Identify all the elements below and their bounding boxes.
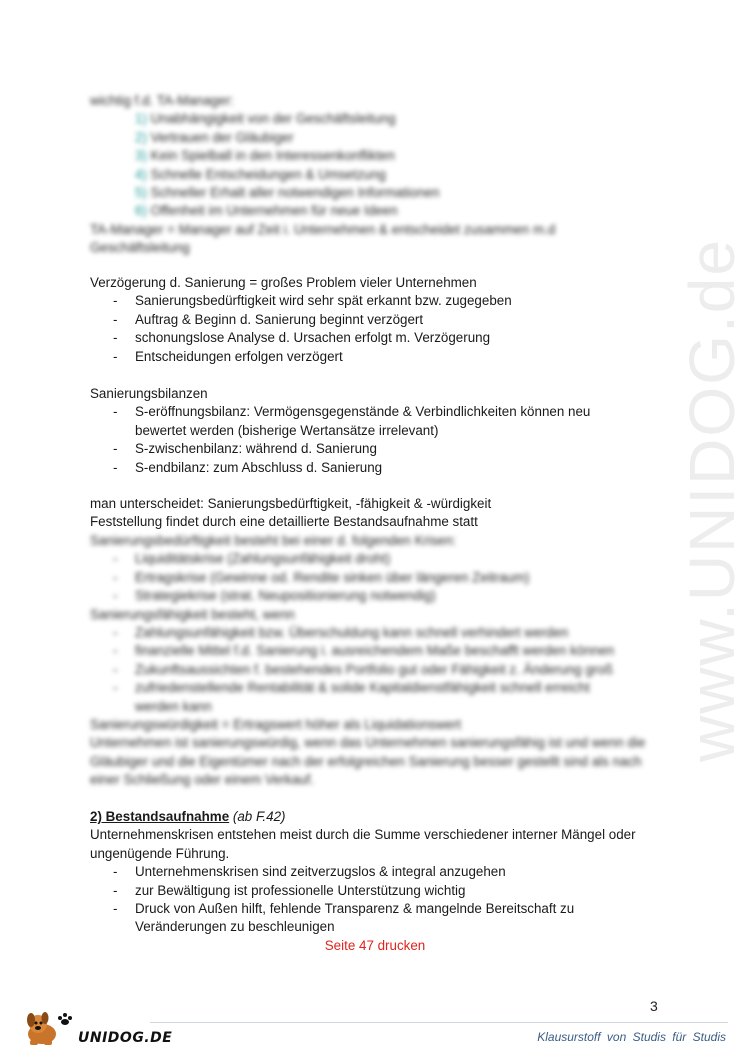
balances-section xyxy=(90,385,670,477)
distinguish-line: man unterscheidet: Sanierungsbedürftigkeit, -fähigkeit & -würdigkeit xyxy=(90,496,492,511)
list-item: - schonungslose Analyse d. Ursachen erfolgt m. Verzögerung xyxy=(113,330,491,346)
ta-item: 6) Offenheit im Unternehmen für neue Ideen xyxy=(135,203,398,219)
list-item: - finanzielle Mittel f.d. Sanierung i. ausreichendem Maße beschafft werden können xyxy=(113,643,615,659)
list-item: - zufriedenstellende Rentabilität & solide Kapitaldienstfähigkeit schnell erreicht werden kann xyxy=(113,680,590,714)
list-item: - S-endbilanz: zum Abschluss d. Sanierung xyxy=(113,459,383,475)
list-item: - S-eröffnungsbilanz: Vermögensgegenstände & Verbindlichkeiten können neu bewertet werden (bisherige Wertansätze irrelevant) xyxy=(113,404,591,438)
ta-item: 4) Schnelle Entscheidungen & Umsetzung xyxy=(135,166,386,182)
print-note: Seite 47 drucken xyxy=(324,938,426,953)
balances-title: Sanierungsbilanzen xyxy=(90,386,208,401)
inventory-intro: Unternehmenskrisen entstehen meist durch die Summe verschiedener interner Mängel oder ungenügende Führung. xyxy=(90,827,636,861)
delay-title: Verzögerung d. Sanierung = großes Problem vieler Unternehmen xyxy=(90,275,477,290)
list-item: - zur Bewältigung ist professionelle Unterstützung wichtig xyxy=(113,882,466,898)
list-item: - Entscheidungen erfolgen verzögert xyxy=(113,348,343,364)
unidog-logo xyxy=(24,1008,173,1048)
watermark-text: www.UNIDOG.de xyxy=(676,238,748,762)
ta-manager-definition: TA-Manager = Manager auf Zeit i. Unternehmen & entscheidet zusammen m.d Geschäftsleitung xyxy=(90,221,556,256)
dog-icon xyxy=(24,1008,84,1048)
footer-tagline: Klausurstoff von Studis für Studis xyxy=(537,1030,726,1044)
logo-text: UNIDOG.DE xyxy=(78,1030,173,1046)
worth-text: Unternehmen ist sanierungswürdig, wenn das Unternehmen sanierungsfähig ist und wenn die Gläubiger und die Eigentümer nach der erfolgreichen Sanierung besser gestellt sind als nach einer Schließung oder einem Verkauf. xyxy=(90,735,646,788)
ta-item: 1) Unabhängigkeit von der Geschäftsleitung xyxy=(135,111,396,127)
ta-item: 3) Kein Spielball in den Interessenkonflikten xyxy=(135,148,395,164)
list-item: - Ertragskrise (Gewinne od. Rendite sinken über längeren Zeitraum) xyxy=(113,569,530,585)
ta-item: 2) Vertrauen der Gläubiger xyxy=(135,129,294,145)
blurred-section-ta-manager xyxy=(90,92,670,258)
page-number: 3 xyxy=(650,998,658,1014)
ta-manager-intro: wichtig f.d. TA-Manager: xyxy=(90,93,234,108)
worth-line: Sanierungswürdigkeit = Ertragswert höher als Liquidationswert xyxy=(90,717,462,733)
ability-title: Sanierungsfähigkeit besteht, wenn xyxy=(90,606,295,622)
delay-section xyxy=(90,274,670,366)
ta-item: 5) Schneller Erhalt aller notwendigen Informationen xyxy=(135,185,440,201)
list-item: - Sanierungsbedürftigkeit wird sehr spät erkannt bzw. zugegeben xyxy=(113,293,512,309)
distinguish-line: Feststellung findet durch eine detaillierte Bestandsaufnahme statt xyxy=(90,514,478,530)
list-item: - S-zwischenbilanz: während d. Sanierung xyxy=(113,441,377,457)
need-title: Sanierungsbedürftigkeit besteht bei einer d. folgenden Krisen: xyxy=(90,533,457,548)
list-item: - Strategiekrise (strat. Neupositionierung notwendig) xyxy=(113,588,436,604)
footer-divider xyxy=(150,1022,728,1023)
list-item: - Liquiditätskrise (Zahlungsunfähigkeit droht) xyxy=(113,551,391,567)
list-item: - Zahlungsunfähigkeit bzw. Überschuldung kann schnell verhindert werden xyxy=(113,625,569,641)
distinguish-section xyxy=(90,495,670,532)
list-item: - Druck von Außen hilft, fehlende Transparenz & mangelnde Bereitschaft zu Veränderungen zu beschleunigen xyxy=(113,901,575,935)
blurred-section-sanierung xyxy=(90,532,670,790)
inventory-section xyxy=(90,808,680,937)
list-item: - Zukunftsaussichten f. bestehendes Portfolio gut oder Fähigkeit z. Änderung groß xyxy=(113,661,613,677)
inventory-heading: 2) Bestandsaufnahme (ab F.42) xyxy=(90,809,286,824)
list-item: - Unternehmenskrisen sind zeitverzugslos & integral anzugehen xyxy=(113,864,506,880)
list-item: - Auftrag & Beginn d. Sanierung beginnt verzögert xyxy=(113,311,424,327)
